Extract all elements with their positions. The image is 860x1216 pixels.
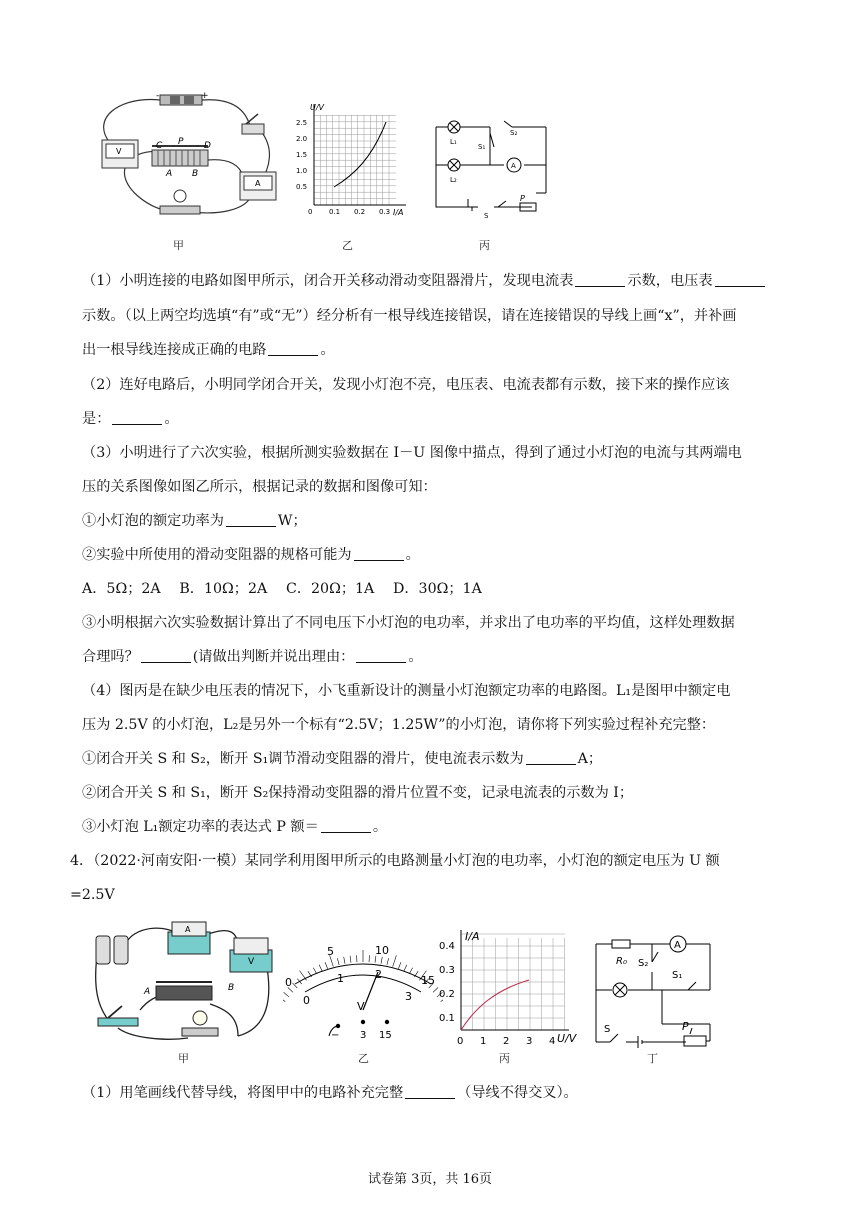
graph-bing-ytick: 0.3 (439, 965, 455, 976)
caption-bing-bottom: 丙 (499, 1052, 510, 1065)
graph-yi-ytick: 2.5 (296, 119, 308, 127)
graph-bing-xtick: 2 (503, 1036, 510, 1046)
text-line: ②闭合开关 S 和 S₁，断开 S₂保持滑动变阻器的滑片位置不变，记录电流表的示数为 I； (82, 785, 634, 801)
caption-yi-bottom: 乙 (358, 1052, 369, 1065)
svg-text:+: + (201, 91, 209, 101)
problem-4-header: 4．（2022·河南安阳·一模）某同学利用图甲所示的电路测量小灯泡的电功率，小灯泡的额定电压为 U 额 (70, 853, 720, 869)
dial-outer-tick: 5 (327, 945, 334, 958)
graph-bing-xtick: 0 (457, 1036, 464, 1046)
svg-text:A: A (255, 179, 261, 188)
caption-ding-bottom: 丁 (647, 1052, 658, 1065)
answer-blank[interactable] (356, 648, 406, 663)
circuit-diagram-ding (590, 930, 720, 1050)
svg-text:A: A (185, 925, 191, 934)
graph-yi-ytick: 2.0 (296, 135, 308, 143)
circuit-diagram-bing-top (428, 115, 558, 225)
svg-text:V: V (248, 957, 255, 967)
page-footer: 试卷第 3页，共 16页 (367, 1172, 493, 1187)
circuit-figure-jia-bottom (88, 918, 278, 1048)
graph-yi-xtick: 0.2 (354, 208, 366, 216)
graph-yi-top (290, 100, 410, 220)
graph-bing-xtick: 1 (480, 1036, 487, 1046)
text-line: 合理吗？ (请做出判断并说出理由： 。 (82, 649, 423, 665)
graph-bing-xtick: 4 (549, 1036, 556, 1046)
ding-R0-label: R₀ (616, 956, 627, 967)
graph-bing-bottom (435, 928, 585, 1046)
text-line: 出一根导线连接成正确的电路 。 (82, 342, 335, 358)
graph-bing-ylabel: I/A (465, 930, 480, 943)
text-line: ①小灯泡的额定功率为 W； (82, 513, 307, 529)
ding-ammeter-label: A (674, 940, 681, 951)
dial-outer-tick: 10 (375, 944, 389, 957)
caption-yi-top: 乙 (342, 239, 353, 252)
graph-yi-xlabel: I/A (393, 208, 404, 217)
text-line: ①闭合开关 S 和 S₂，断开 S₁调节滑动变阻器的滑片，使电流表示数为 A； (82, 751, 603, 767)
answer-blank[interactable] (354, 546, 404, 561)
text-line: ③小灯泡 L₁额定功率的表达式 P 额＝ 。 (82, 819, 388, 835)
caption-jia-top: 甲 (173, 239, 184, 252)
answer-blank[interactable] (226, 512, 276, 527)
graph-bing-xtick: 3 (526, 1036, 533, 1046)
terminal-label: 15 (379, 1030, 392, 1038)
bing-ammeter-label: A (511, 162, 516, 170)
answer-blank[interactable] (526, 750, 576, 765)
graph-bing-ytick: 0.2 (439, 989, 455, 1000)
ding-S1-label: S₁ (672, 970, 683, 981)
label-C: C (156, 141, 163, 151)
text-line: （3）小明进行了六次实验，根据所测实验数据在 I－U 图像中描点，得到了通过小灯泡的电流与其两端电 (82, 445, 742, 461)
text-line: ③小明根据六次实验数据计算出了不同电压下小灯泡的电功率，并求出了电功率的平均值，这样处理数据 (82, 615, 735, 631)
svg-text:-: - (156, 91, 160, 101)
answer-blank[interactable] (405, 1084, 455, 1099)
bing-P-label: P (520, 194, 525, 203)
svg-text:V: V (116, 147, 122, 156)
caption-bing-top: 丙 (479, 239, 490, 252)
bing-L2-label: L₂ (450, 176, 457, 184)
answer-blank[interactable] (321, 818, 371, 833)
answer-blank[interactable] (268, 341, 318, 356)
voltmeter-dial-yi (283, 938, 443, 1038)
dial-inner-tick: 2 (375, 968, 382, 981)
label-D: D (204, 141, 211, 151)
caption-jia-bottom: 甲 (178, 1052, 189, 1065)
dial-inner-tick: 3 (405, 990, 412, 1003)
graph-yi-xtick: 0.1 (329, 208, 341, 216)
label-P: P (178, 137, 184, 147)
graph-yi-ylabel: U/V (310, 103, 325, 112)
terminal-label: − (331, 1030, 340, 1038)
graph-yi-ytick: 1.0 (296, 167, 308, 175)
circuit-figure-jia-top (80, 88, 280, 228)
text-line: （4）图丙是在缺少电压表的情况下，小飞重新设计的测量小灯泡额定功率的电路图。L₁是图甲中额定电 (82, 683, 731, 699)
dial-unit: V (357, 1000, 365, 1013)
text-line: 是： 。 (82, 411, 179, 427)
graph-yi-xtick: 0.3 (379, 208, 391, 216)
text-line: 压为 2.5V 的小灯泡，L₂是另外一个标有“2.5V；1.25W”的小灯泡，请你将下列实验过程补充完整： (82, 717, 716, 733)
jia-bottom-B-label: B (228, 983, 235, 993)
answer-blank[interactable] (112, 410, 162, 425)
text-line: ②实验中所使用的滑动变阻器的规格可能为 。 (82, 547, 420, 563)
answer-blank[interactable] (575, 272, 625, 287)
graph-yi-xtick: 0 (308, 208, 313, 216)
options-line: A．5Ω；2A B．10Ω；2A C．20Ω；1A D．30Ω；1A (82, 581, 482, 597)
graph-bing-ytick: 0.4 (439, 941, 455, 952)
dial-outer-tick: 0 (285, 976, 292, 989)
bing-S1-label: S₁ (478, 143, 486, 151)
text-line: （1）用笔画线代替导线，将图甲中的电路补充完整 （导线不得交叉）。 (82, 1085, 578, 1101)
bing-S2-label: S₂ (510, 129, 518, 137)
text-line: （2）连好电路后，小明同学闭合开关，发现小灯泡不亮，电压表、电流表都有示数，接下来的操作应该 (82, 377, 730, 393)
terminal-label: 3 (360, 1030, 367, 1038)
label-A: A (166, 169, 173, 179)
label-B: B (192, 169, 199, 179)
dial-inner-tick: 0 (303, 994, 310, 1007)
text-line: （1）小明连接的电路如图甲所示，闭合开关移动滑动变阻器滑片，发现电流表 示数，电压表 (82, 271, 767, 291)
dial-inner-tick: 1 (337, 972, 344, 985)
ding-P-label: P (682, 1020, 689, 1033)
bing-S-label: S (484, 212, 489, 220)
text-line: =2.5V (70, 887, 115, 903)
answer-blank[interactable] (715, 272, 765, 287)
ding-S2-label: S₂ (638, 958, 649, 969)
ding-S-label: S (604, 1024, 611, 1035)
graph-bing-ytick: 0.1 (439, 1013, 455, 1024)
text-line: 示数。（以上两空均选填“有”或“无”）经分析有一根导线连接错误，请在连接错误的导线上画“x”，并补画 (82, 308, 737, 324)
graph-yi-ytick: 0.5 (296, 183, 308, 191)
dial-outer-tick: 15 (421, 974, 435, 987)
text-line: 压的关系图像如图乙所示，根据记录的数据和图像可知： (82, 479, 437, 495)
graph-bing-xlabel: U/V (557, 1032, 577, 1045)
bing-L1-label: L₁ (450, 138, 457, 146)
answer-blank[interactable] (141, 648, 191, 663)
jia-bottom-A-label: A (144, 987, 151, 997)
graph-yi-ytick: 1.5 (296, 151, 308, 159)
